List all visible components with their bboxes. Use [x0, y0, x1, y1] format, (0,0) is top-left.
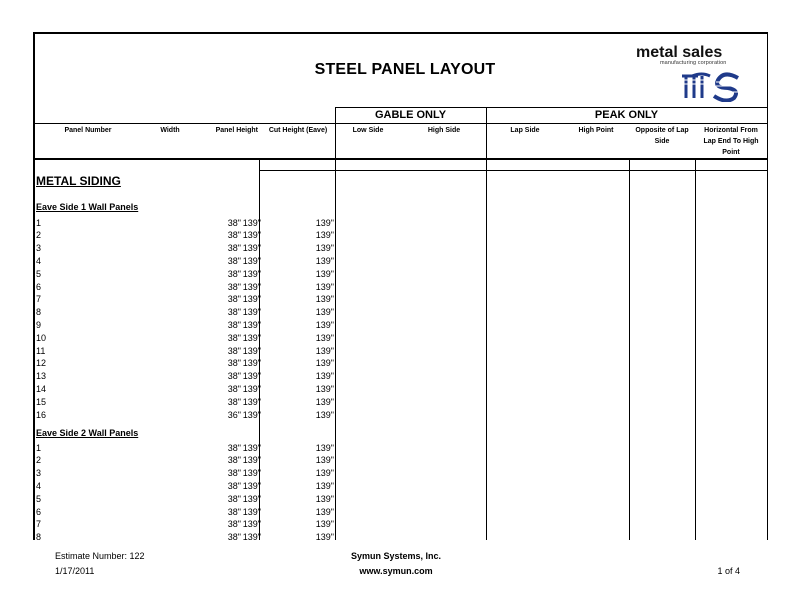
metal-sales-logo-icon: [680, 68, 742, 102]
cut-height-cell: 139": [315, 455, 334, 466]
table-row: [36, 345, 336, 358]
width-cell: 38": [227, 506, 241, 517]
table-row: [36, 268, 336, 281]
panel-number-cell: 4: [36, 255, 42, 266]
panel-number-cell: 10: [36, 332, 47, 343]
panel-number-cell: 15: [36, 396, 47, 407]
panel-group-label: Eave Side 1 Wall Panels: [36, 202, 139, 212]
width-cell: 38": [227, 345, 241, 356]
cut-height-cell: 139": [315, 396, 334, 407]
cut-height-cell: 139": [315, 319, 334, 330]
panel-number-cell: 8: [36, 307, 42, 318]
panel-number-cell: 1: [36, 442, 42, 453]
cut-height-cell: 139": [315, 255, 334, 266]
cut-height-cell: 139": [315, 371, 334, 382]
col-header-opposite-lap: Opposite of Lap Side: [635, 127, 689, 145]
width-cell: 38": [227, 468, 241, 479]
page-number: 1 of 4: [717, 566, 740, 576]
width-cell: 38": [227, 281, 241, 292]
width-cell: 38": [227, 230, 241, 241]
panel-number-cell: 11: [36, 345, 46, 356]
panel-height-cell: 139": [242, 519, 261, 530]
col-header-cut-height: Cut Height (Eave): [268, 127, 328, 134]
panel-height-cell: 139": [242, 217, 261, 228]
panel-height-cell: 139": [242, 468, 261, 479]
cut-height-cell: 139": [315, 506, 334, 517]
col-header-width: Width: [160, 127, 180, 134]
panel-height-cell: 139": [242, 281, 261, 292]
panel-height-cell: 139": [242, 268, 261, 279]
panel-height-cell: 139": [242, 493, 261, 504]
panel-number-cell: 5: [36, 268, 42, 279]
table-row: [36, 357, 336, 370]
width-cell: 38": [227, 332, 241, 343]
table-row: [36, 442, 336, 455]
company-logo-subtitle: manufacturing corporation: [660, 60, 727, 66]
footer-company: Symun Systems, Inc.: [350, 551, 442, 561]
width-cell: 38": [227, 268, 241, 279]
panel-height-cell: 139": [242, 345, 261, 356]
panel-group-label: Eave Side 2 Wall Panels: [36, 428, 139, 438]
panel-height-cell: 139": [242, 243, 261, 254]
panel-height-cell: 139": [242, 371, 261, 382]
width-cell: 38": [227, 519, 241, 530]
width-cell: 38": [227, 255, 241, 266]
table-row: [36, 229, 336, 242]
frame-right-border: [767, 32, 768, 540]
column-header-top-rule: [33, 123, 767, 124]
panel-number-cell: 8: [36, 532, 42, 543]
panel-height-cell: 139": [242, 332, 261, 343]
panel-number-cell: 3: [36, 243, 42, 254]
panel-number-cell: 12: [36, 358, 47, 369]
table-row: [36, 396, 336, 409]
width-cell: 38": [227, 217, 241, 228]
col-header-low-side: Low Side: [352, 127, 384, 134]
panel-number-cell: 14: [36, 383, 47, 394]
panel-number-cell: 13: [36, 371, 47, 382]
cut-height-cell: 139": [315, 268, 334, 279]
cut-height-cell: 139": [315, 493, 334, 504]
cut-height-cell: 139": [315, 217, 334, 228]
cut-height-cell: 139": [315, 332, 334, 343]
width-cell: 38": [227, 371, 241, 382]
footer-website: www.symun.com: [359, 566, 433, 576]
cut-height-cell: 139": [315, 442, 334, 453]
width-cell: 38": [227, 396, 241, 407]
cut-height-cell: 139": [315, 307, 334, 318]
panel-number-cell: 6: [36, 281, 42, 292]
cut-height-cell: 139": [315, 294, 334, 305]
cut-height-cell: 139": [315, 243, 334, 254]
table-row: [36, 493, 336, 506]
panel-number-cell: 3: [36, 468, 42, 479]
table-row: [36, 255, 336, 268]
table-row: [36, 518, 336, 531]
width-cell: 38": [227, 442, 241, 453]
panel-height-cell: 139": [242, 319, 261, 330]
column-header-bottom-rule: [33, 158, 767, 160]
width-cell: 38": [227, 243, 241, 254]
cut-height-cell: 139": [315, 230, 334, 241]
panel-number-cell: 5: [36, 493, 42, 504]
panel-number-cell: 2: [36, 230, 42, 241]
cut-height-cell: 139": [315, 358, 334, 369]
cut-height-cell: 139": [315, 345, 334, 356]
panel-height-cell: 139": [242, 396, 261, 407]
width-cell: 38": [227, 532, 241, 543]
panel-number-cell: 4: [36, 480, 42, 491]
panel-height-cell: 139": [242, 383, 261, 394]
cut-height-cell: 139": [315, 383, 334, 394]
table-row: [36, 217, 336, 230]
panel-height-cell: 139": [242, 455, 261, 466]
panel-number-cell: 1: [36, 217, 42, 228]
panel-number-cell: 6: [36, 506, 42, 517]
group-header-rule: [335, 107, 767, 108]
frame-left-border: [33, 32, 35, 540]
column-divider-lap-side: [486, 159, 487, 540]
width-cell: 38": [227, 455, 241, 466]
panel-height-cell: 139": [242, 255, 261, 266]
table-row: [36, 383, 336, 396]
gable-only-header: GABLE ONLY: [374, 109, 447, 121]
panel-height-cell: 139": [242, 480, 261, 491]
width-cell: 38": [227, 480, 241, 491]
table-row: [36, 480, 336, 493]
table-row: [36, 454, 336, 467]
table-row: [36, 370, 336, 383]
table-row: [36, 319, 336, 332]
table-row: [36, 281, 336, 294]
table-row: [36, 409, 336, 422]
cut-height-cell: 139": [315, 532, 334, 543]
panel-height-cell: 139": [242, 409, 261, 420]
table-row: [36, 332, 336, 345]
panel-height-cell: 139": [242, 307, 261, 318]
width-cell: 38": [227, 383, 241, 394]
col-header-horizontal: Horizontal From Lap End To High Point: [703, 127, 759, 156]
col-header-high-side: High Side: [427, 127, 461, 134]
width-cell: 36": [227, 409, 241, 420]
panel-number-cell: 16: [36, 409, 47, 420]
table-row: [36, 506, 336, 519]
panel-height-cell: 139": [242, 294, 261, 305]
estimate-date: 1/17/2011: [55, 566, 95, 576]
panel-number-cell: 7: [36, 294, 42, 305]
col-header-lap-side: Lap Side: [510, 127, 540, 134]
table-row: [36, 531, 336, 544]
col-header-panel-height: Panel Height: [215, 127, 258, 134]
col-header-panel-number: Panel Number: [64, 127, 112, 134]
cut-height-cell: 139": [315, 480, 334, 491]
width-cell: 38": [227, 294, 241, 305]
cut-height-cell: 139": [315, 519, 334, 530]
width-cell: 38": [227, 319, 241, 330]
panel-height-cell: 139": [242, 230, 261, 241]
cut-height-cell: 139": [315, 281, 334, 292]
panel-height-cell: 139": [242, 506, 261, 517]
company-logo-text: metal sales: [636, 44, 723, 61]
table-row: [36, 293, 336, 306]
panel-number-cell: 7: [36, 519, 42, 530]
panel-height-cell: 139": [242, 358, 261, 369]
panel-number-cell: 9: [36, 319, 42, 330]
estimate-number: Estimate Number: 122: [55, 551, 145, 561]
table-row: [36, 467, 336, 480]
peak-only-header: PEAK ONLY: [594, 109, 659, 121]
panel-number-cell: 2: [36, 455, 42, 466]
frame-top-border: [33, 32, 768, 34]
table-row: [36, 306, 336, 319]
cut-height-cell: 139": [315, 468, 334, 479]
column-divider-opposite: [629, 159, 630, 540]
cut-height-cell: 139": [315, 409, 334, 420]
width-cell: 38": [227, 307, 241, 318]
page-title: STEEL PANEL LAYOUT: [314, 61, 496, 78]
width-cell: 38": [227, 358, 241, 369]
width-cell: 38": [227, 493, 241, 504]
panel-height-cell: 139": [242, 442, 261, 453]
col-header-high-point: High Point: [578, 127, 614, 134]
table-row: [36, 242, 336, 255]
panel-height-cell: 139": [242, 532, 261, 543]
column-divider-horizontal: [695, 159, 696, 540]
section-title: METAL SIDING: [36, 174, 121, 188]
